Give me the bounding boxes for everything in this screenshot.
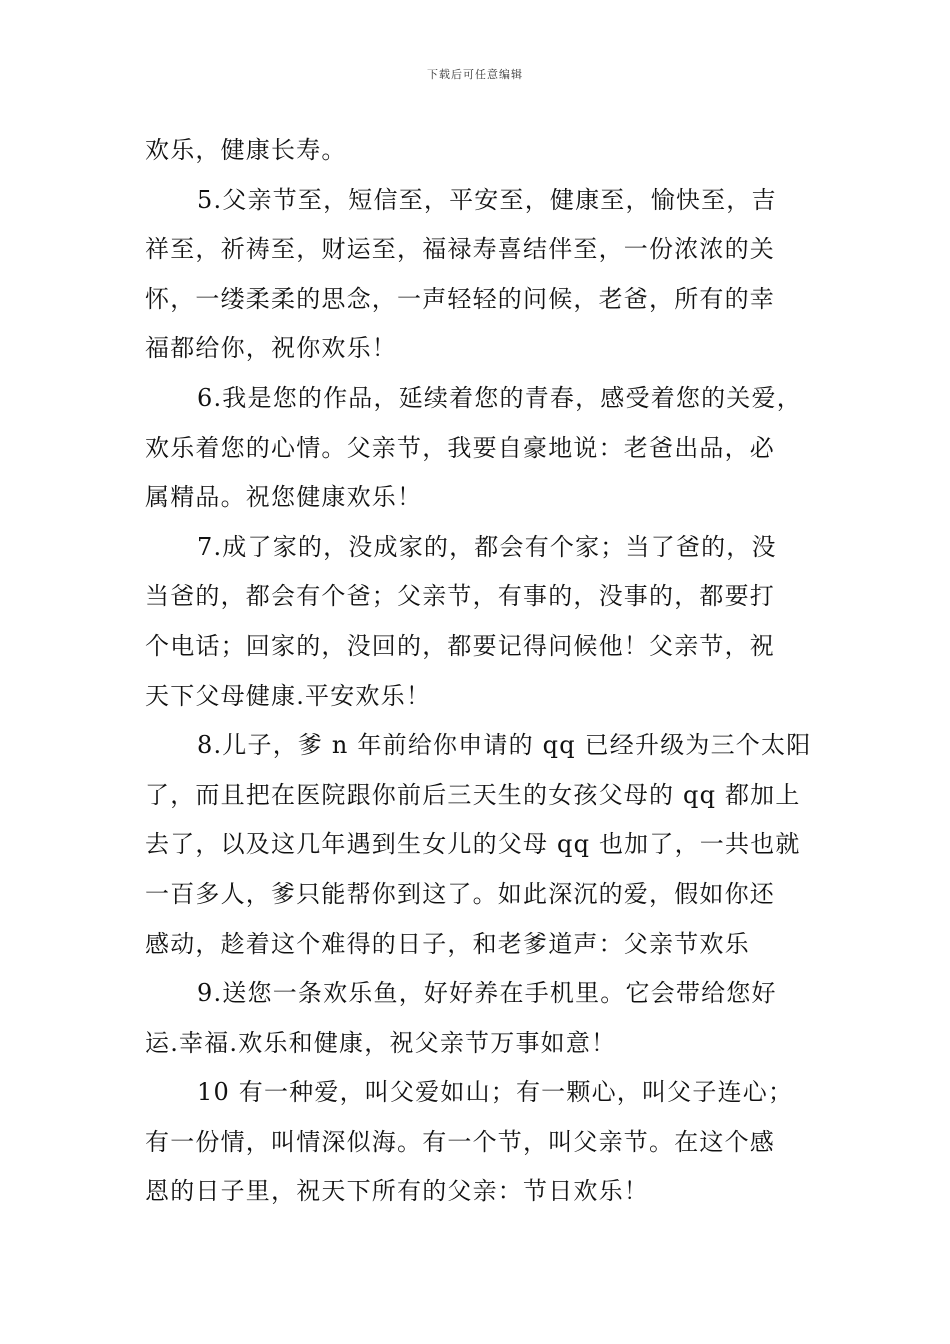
text-line: 5.父亲节至，短信至，平安至，健康至，愉快至，吉 xyxy=(197,185,777,214)
text-line: 祥至，祈祷至，财运至，福禄寿喜结伴至，一份浓浓的关 xyxy=(145,235,775,264)
text-line: 感动，趁着这个难得的日子，和老爹道声：父亲节欢乐 xyxy=(145,929,750,958)
text-line: 天下父母健康.平安欢乐！ xyxy=(145,681,432,710)
text-line: 7.成了家的，没成家的，都会有个家；当了爸的，没 xyxy=(197,532,777,561)
paragraph xyxy=(145,969,809,1068)
paragraph xyxy=(145,176,809,374)
paragraph xyxy=(145,721,812,969)
text-line: 有一份情，叫情深似海。有一个节，叫父亲节。在这个感 xyxy=(145,1127,775,1156)
text-line: 恩的日子里，祝天下所有的父亲：节日欢乐！ xyxy=(145,1177,649,1206)
text-line: 欢乐着您的心情。父亲节，我要自豪地说：老爸出品，必 xyxy=(145,433,775,462)
text-line: 个电话；回家的，没回的，都要记得问候他！父亲节，祝 xyxy=(145,631,775,660)
paragraph xyxy=(145,374,809,523)
text-line: 一百多人，爹只能帮你到这了。如此深沉的爱，假如你还 xyxy=(145,879,775,908)
text-line: 10 有一种爱，叫父爱如山；有一颗心，叫父子连心； xyxy=(197,1078,794,1107)
paragraph xyxy=(145,1068,809,1217)
document-body xyxy=(145,126,812,1217)
text-line: 属精品。祝您健康欢乐！ xyxy=(145,483,423,512)
text-line: 9.送您一条欢乐鱼，好好养在手机里。它会带给您好 xyxy=(197,979,777,1008)
text-line: 怀，一缕柔柔的思念，一声轻轻的问候，老爸，所有的幸 xyxy=(145,284,775,313)
page-header-note: 下载后可任意编辑 xyxy=(427,68,523,81)
text-line: 6.我是您的作品，延续着您的青春，感受着您的关爱， xyxy=(197,383,802,412)
text-line: 当爸的，都会有个爸；父亲节，有事的，没事的，都要打 xyxy=(145,582,775,611)
paragraph xyxy=(145,126,809,176)
text-line: 8.儿子，爹 n 年前给你申请的 qq 已经升级为三个太阳 xyxy=(197,731,812,760)
text-line: 福都给你，祝你欢乐！ xyxy=(145,334,397,363)
text-line: 欢乐，健康长寿。 xyxy=(145,136,347,164)
text-line: 运.幸福.欢乐和健康，祝父亲节万事如意！ xyxy=(145,1028,617,1057)
paragraph xyxy=(145,523,809,721)
text-line: 去了，以及这几年遇到生女儿的父母 qq 也加了，一共也就 xyxy=(145,830,801,859)
text-line: 了，而且把在医院跟你前后三天生的女孩父母的 qq 都加上 xyxy=(145,780,801,809)
